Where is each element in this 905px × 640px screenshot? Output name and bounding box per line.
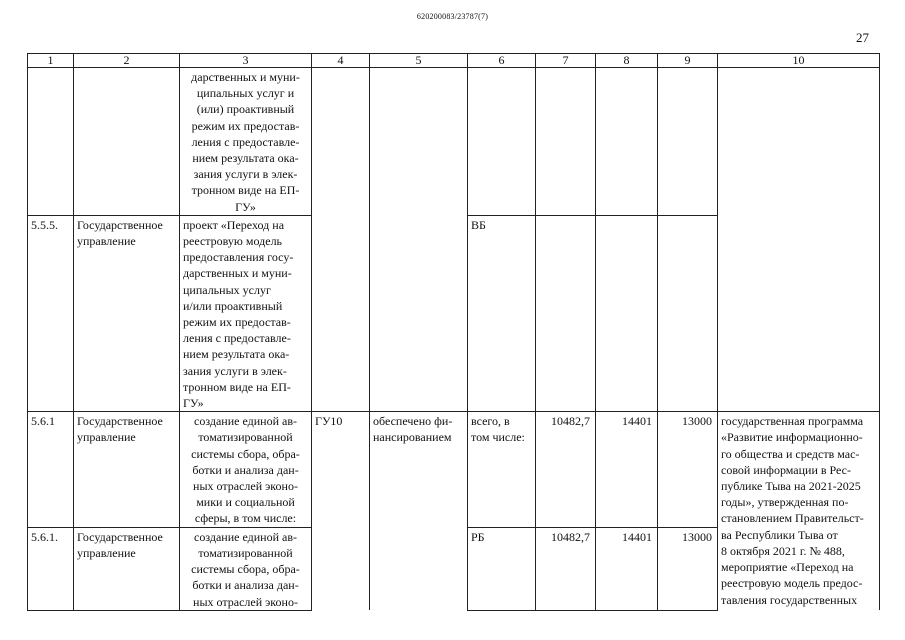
cell-value-2023 [658,215,718,411]
cell-description: создание единой ав- томатизированной системы сбора, обра- ботки и анализа дан- ных отраслей эконо- [180,527,312,610]
cell-source [468,68,536,216]
column-number: 1 [28,54,74,68]
column-number: 10 [718,54,880,68]
cell-number [28,68,74,216]
cell-value-2022 [596,215,658,411]
column-number: 9 [658,54,718,68]
cell-value-2021 [536,215,596,411]
column-number: 4 [312,54,370,68]
column-number: 8 [596,54,658,68]
table-row [28,68,880,216]
column-number: 6 [468,54,536,68]
column-number: 2 [74,54,180,68]
column-number: 5 [370,54,468,68]
column-number: 3 [180,54,312,68]
cell-sector: Государственное управление [74,527,180,610]
cell-value-2022: 14401 [596,527,658,610]
column-number-row [28,54,880,68]
cell-value-2021 [536,68,596,216]
cell-source: ВБ [468,215,536,411]
cell-value-2023: 13000 [658,412,718,527]
cell-value-2021: 10482,7 [536,527,596,610]
cell-program: государственная программа «Развитие информационно- го общества и средств мас- совой информации в Рес- публике Тыва на 2021-2025 годы», утвержденная по- становлением Правительст- ва Республики Тыва от 8 октября 2021 г. № 488, мероприятие «Переход на реестровую модель предос- тавления государственных [718,412,880,610]
column-number: 7 [536,54,596,68]
document-id: 620200083/23787(7) [416,12,489,21]
cell-value-2022: 14401 [596,412,658,527]
cell-description: создание единой ав- томатизированной системы сбора, обра- ботки и анализа дан- ных отраслей эконо- мики и социальной сферы, в том числе: [180,412,312,527]
cell-number: 5.5.5. [28,215,74,411]
cell-result [370,68,468,412]
page-number: 27 [856,30,869,45]
cell-number: 5.6.1 [28,412,74,527]
cell-description: проект «Переход на реестровую модель предоставления госу- дарственных и муни- ципальных услуг и/или проактивный режим их предостав- ления с предоставле- нием результата ока- зания услуги в элек- тронном виде на ЕП- ГУ» [180,215,312,411]
cell-program [718,68,880,412]
cell-source: всего, в том числе: [468,412,536,527]
cell-source: РБ [468,527,536,610]
cell-value-2023: 13000 [658,527,718,610]
cell-number: 5.6.1. [28,527,74,610]
cell-indicator: ГУ10 [312,412,370,610]
cell-sector: Государственное управление [74,412,180,527]
cell-indicator [312,68,370,412]
cell-value-2021: 10482,7 [536,412,596,527]
table-row [28,412,880,527]
cell-value-2023 [658,68,718,216]
cell-sector [74,68,180,216]
cell-value-2022 [596,68,658,216]
cell-sector: Государственное управление [74,215,180,411]
cell-description: дарственных и муни- ципальных услуг и (или) проактивный режим их предостав- ления с предоставле- нием результата ока- зания услуги в элек- тронном виде на ЕП- ГУ» [180,68,312,216]
cell-result: обеспечено фи- нансированием [370,412,468,610]
program-table [27,53,880,611]
